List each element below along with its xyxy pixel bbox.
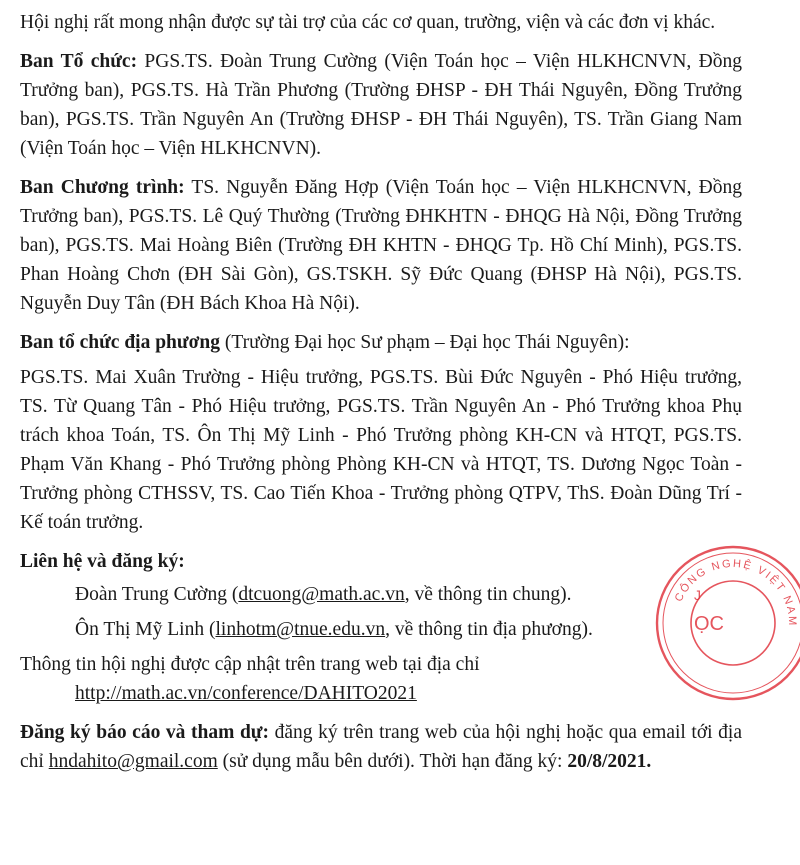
contact-1-name: Đoàn Trung Cường (	[75, 584, 239, 605]
program-committee-label: Ban Chương trình:	[20, 177, 185, 198]
registration-deadline: 20/8/2021.	[567, 751, 652, 772]
program-committee-text: TS. Nguyễn Đăng Hợp (Viện Toán học – Viện HLKHCNVN, Đồng Trưởng ban), PGS.TS. Lê Quý Thường (Trường ĐHKHTN - ĐHQG Hà Nội, Đồng Trưởng ban), PGS.TS. Mai Hoàng Biên (Trường ĐH KHTN - ĐHQG Tp. Hồ Chí Minh), PGS.TS. Phan Hoàng Chơn (ĐH Sài Gòn), GS.TSKH. Sỹ Đức Quang (ĐHSP Hà Nội), PGS.TS. Nguyễn Duy Tân (ĐH Bách Khoa Hà Nội).	[20, 177, 742, 314]
local-committee-label: Ban tổ chức địa phương	[20, 332, 220, 353]
stamp-mark: J	[694, 587, 701, 603]
website-info-text: Thông tin hội nghị được cập nhật trên trang web tại địa chỉ	[20, 654, 480, 675]
intro-paragraph: Hội nghị rất mong nhận được sự tài trợ của các cơ quan, trường, viện và các đơn vị khác.	[20, 12, 716, 33]
registration-email-link[interactable]: hndahito@gmail.com	[48, 751, 218, 772]
registration-label: Đăng ký báo cáo và tham dự:	[20, 722, 270, 743]
contact-2-note: , về thông tin địa phương).	[385, 619, 593, 640]
document-page	[20, 8, 742, 776]
organizing-committee-text: PGS.TS. Đoàn Trung Cường (Viện Toán học – Viện HLKHCNVN, Đồng Trưởng ban), PGS.TS. Hà Trần Phương (Trường ĐHSP - ĐH Thái Nguyên, Đồng Trưởng ban), PGS.TS. Trần Nguyên An (Trường ĐHSP - ĐH Thái Nguyên), TS. Trần Giang Nam (Viện Toán học – Viện HLKHCNVN).	[20, 51, 742, 159]
registration-text-1: đăng ký trên trang web của hội nghị hoặc qua email tới địa chỉ	[20, 722, 742, 772]
website-url-line	[20, 679, 742, 708]
stamp-arc-text: CÔNG NGHỆ VIỆT NAM	[672, 557, 799, 628]
local-committee-suffix: (Trường Đại học Sư phạm – Đại học Thái Nguyên):	[220, 332, 630, 353]
contact-line-2	[20, 615, 742, 644]
contact-2-email-link[interactable]: linhotm@tnue.edu.vn	[215, 619, 386, 640]
stamp-fragment-text: ỌC	[694, 613, 724, 635]
registration-paragraph	[20, 718, 742, 776]
contact-1-email-link[interactable]: dtcuong@math.ac.vn	[238, 584, 405, 605]
contact-2-name: Ôn Thị Mỹ Linh (	[75, 619, 216, 640]
organizing-committee-label: Ban Tổ chức:	[20, 51, 138, 72]
website-url-link[interactable]: http://math.ac.vn/conference/DAHITO2021	[75, 683, 417, 704]
organizing-committee-paragraph	[20, 47, 742, 163]
registration-text-2: (sử dụng mẫu bên dưới). Thời hạn đăng ký:	[217, 751, 568, 772]
contact-heading	[20, 547, 742, 576]
local-committee-paragraph: PGS.TS. Mai Xuân Trường - Hiệu trưởng, PGS.TS. Bùi Đức Nguyên - Phó Hiệu trưởng, TS. Từ Quang Tân - Phó Hiệu trưởng, PGS.TS. Trần Nguyên An - Phó Trưởng khoa Phụ trách khoa Toán, TS. Ôn Thị Mỹ Linh - Phó Trưởng phòng KH-CN và HTQT, PGS.TS. Phạm Văn Khang - Phó Trưởng phòng Phòng KH-CN và HTQT, TS. Dương Ngọc Toàn - Trưởng phòng CTHSSV, TS. Cao Tiến Khoa - Trưởng phòng QTPV, ThS. Đoàn Dũng Trí - Kế toán trưởng.	[20, 367, 742, 533]
contact-1-note: , về thông tin chung).	[404, 584, 572, 605]
local-committee-heading	[20, 328, 742, 357]
contact-line-1	[20, 580, 742, 609]
program-committee-paragraph	[20, 173, 742, 318]
contact-label: Liên hệ và đăng ký:	[20, 551, 185, 572]
